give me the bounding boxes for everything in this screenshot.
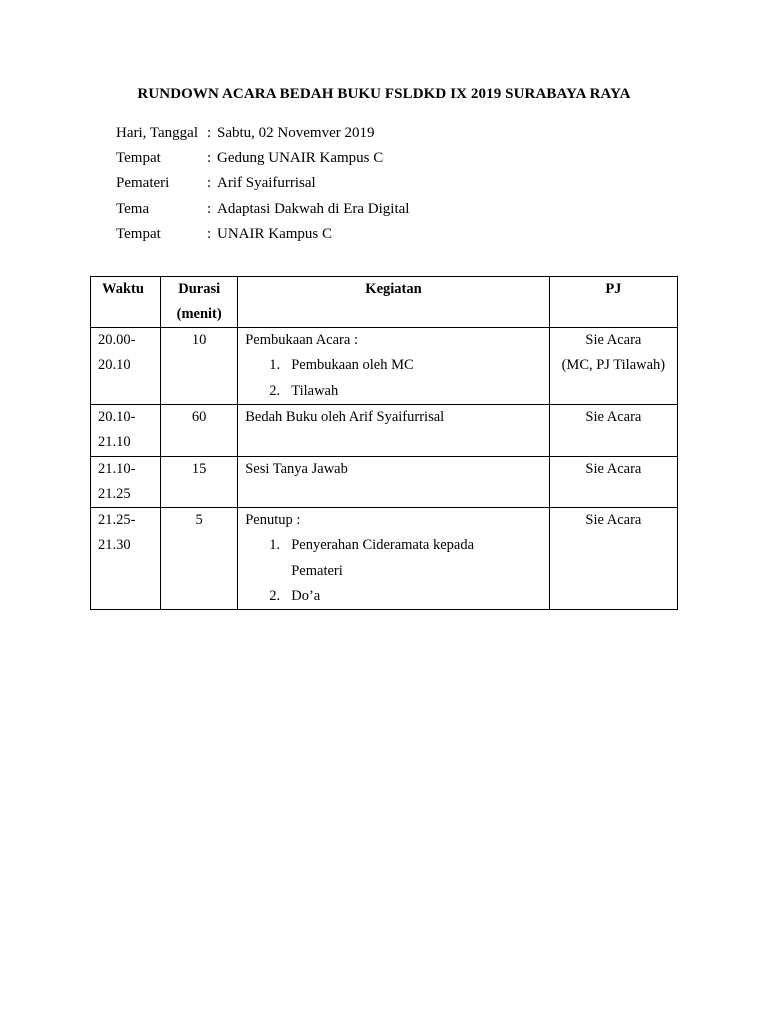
info-row-date [116, 122, 409, 147]
table-row [91, 456, 678, 508]
waktu-end: 21.30 [98, 537, 131, 554]
pj-line: Sie Acara [585, 460, 642, 477]
info-colon: : [207, 175, 212, 192]
list-number: 2. [269, 588, 281, 605]
waktu-end: 21.10 [98, 434, 131, 451]
list-item [245, 379, 549, 404]
cell-pj [549, 508, 677, 610]
waktu-end: 20.10 [98, 357, 131, 374]
info-row-location [116, 223, 409, 248]
list-text-continuation: Pemateri [291, 562, 343, 579]
header-durasi-line1: Durasi [178, 281, 221, 297]
table-header-row [91, 277, 678, 328]
pj-line: Sie Acara [585, 512, 642, 529]
cell-kegiatan [238, 456, 550, 508]
waktu-start: 21.25- [98, 512, 136, 529]
kegiatan-title: Penutup : [245, 512, 301, 529]
info-value: Arif Syaifurrisal [217, 175, 316, 192]
waktu-start: 20.10- [98, 409, 136, 425]
cell-pj [549, 328, 677, 405]
cell-pj [549, 456, 677, 508]
info-colon: : [207, 125, 212, 141]
list-text: Penyerahan Cideramata kepada [291, 537, 475, 554]
cell-waktu [91, 328, 161, 405]
waktu-end: 21.25 [98, 485, 131, 502]
rundown-table [90, 276, 678, 610]
pj-line: Sie Acara [585, 409, 642, 425]
info-label: Pemateri [116, 175, 170, 192]
table-row [91, 508, 678, 610]
cell-kegiatan [238, 405, 550, 457]
header-pj: PJ [549, 277, 677, 328]
list-number: 2. [269, 382, 281, 399]
info-value: Adaptasi Dakwah di Era Digital [217, 200, 410, 217]
header-durasi [161, 277, 238, 328]
table-row [91, 328, 678, 405]
event-info [116, 122, 409, 248]
info-label: Hari, Tanggal [116, 125, 198, 141]
cell-waktu [91, 508, 161, 610]
info-value: Gedung UNAIR Kampus C [217, 150, 384, 167]
list-number: 1. [269, 537, 281, 554]
header-durasi-line2: (menit) [176, 306, 222, 322]
header-kegiatan: Kegiatan [238, 277, 550, 328]
list-item [245, 533, 549, 558]
table-row [91, 405, 678, 457]
cell-durasi: 5 [161, 508, 238, 610]
list-text: Do’a [291, 588, 321, 605]
info-row-theme [116, 198, 409, 223]
list-number: 1. [269, 357, 281, 374]
info-label: Tempat [116, 150, 161, 167]
info-row-speaker [116, 172, 409, 197]
kegiatan-title: Bedah Buku oleh Arif Syaifurrisal [245, 409, 445, 425]
list-item [245, 584, 549, 609]
kegiatan-title: Pembukaan Acara : [245, 332, 358, 348]
pj-line: (MC, PJ Tilawah) [561, 357, 666, 374]
cell-durasi: 60 [161, 405, 238, 457]
cell-durasi: 15 [161, 456, 238, 508]
info-value: Sabtu, 02 Novemver 2019 [217, 125, 375, 141]
cell-waktu [91, 405, 161, 457]
info-value: UNAIR Kampus C [217, 225, 332, 242]
cell-kegiatan [238, 508, 550, 610]
cell-kegiatan [238, 328, 550, 405]
list-text: Tilawah [291, 382, 339, 399]
info-colon: : [207, 200, 212, 217]
info-colon: : [207, 150, 212, 167]
waktu-start: 20.00- [98, 332, 136, 348]
list-text: Pembukaan oleh MC [291, 357, 414, 374]
cell-waktu [91, 456, 161, 508]
info-label: Tema [116, 200, 150, 217]
info-row-venue [116, 147, 409, 172]
info-colon: : [207, 225, 212, 242]
list-item [245, 353, 549, 378]
waktu-start: 21.10- [98, 460, 136, 477]
pj-line: Sie Acara [585, 332, 642, 348]
kegiatan-title: Sesi Tanya Jawab [245, 460, 348, 477]
document-title: RUNDOWN ACARA BEDAH BUKU FSLDKD IX 2019 SURABAYA RAYA [137, 86, 631, 102]
info-label: Tempat [116, 225, 161, 242]
cell-durasi: 10 [161, 328, 238, 405]
cell-pj [549, 405, 677, 457]
header-waktu: Waktu [91, 277, 161, 328]
